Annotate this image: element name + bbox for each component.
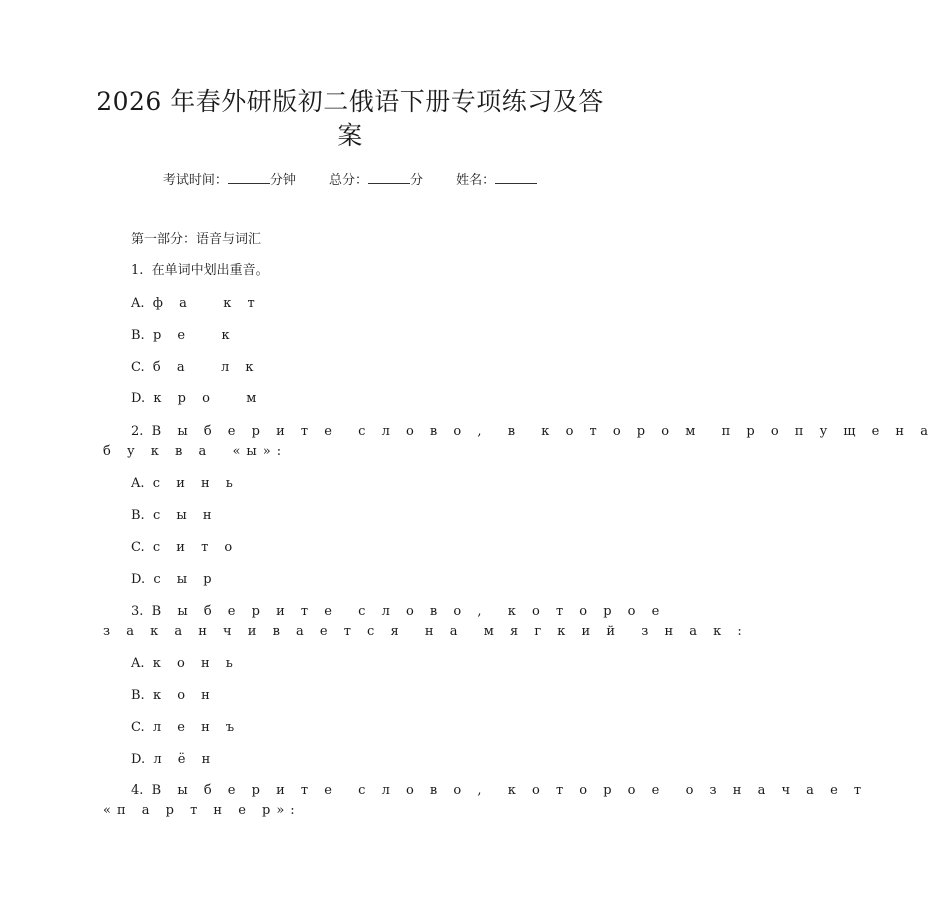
option-text: л ё н <box>153 752 217 767</box>
title-line-1: 2026 年春外研版初二俄语下册专项练习及答 <box>96 87 604 116</box>
option-text: к о н ь <box>152 656 239 671</box>
option-text: с ы р <box>153 572 218 587</box>
time-blank <box>228 171 270 184</box>
exam-info <box>0 169 700 188</box>
option-text: с и т о <box>152 540 239 555</box>
option-letter: D. <box>131 391 146 406</box>
question-text: 在单词中划出重音。 <box>151 263 269 278</box>
option-2b <box>131 508 218 524</box>
option-1a <box>131 296 261 312</box>
score-label: 总分： <box>328 173 368 188</box>
option-3c <box>131 720 240 736</box>
question-text: В ы б е р и т е с л о в о , к о т о р о е <box>151 604 666 619</box>
question-number: 4. <box>131 783 144 798</box>
option-1c <box>131 360 260 376</box>
option-text: с и н ь <box>152 476 239 491</box>
time-label: 考试时间： <box>162 173 228 188</box>
option-text: с ы н <box>152 508 218 523</box>
option-text: к о н <box>152 688 216 703</box>
option-letter: B. <box>131 328 145 343</box>
option-3a <box>131 656 239 672</box>
name-blank <box>495 171 537 184</box>
section-title: 第一部分：语音与词汇 <box>131 232 262 247</box>
question-2-cont: б у к в а «ы»: <box>103 444 288 459</box>
question-number: 3. <box>131 604 144 619</box>
question-number: 1. <box>131 263 144 278</box>
option-letter: C. <box>131 360 145 375</box>
option-3d <box>131 752 216 768</box>
option-text: б а л к <box>152 360 260 375</box>
option-2c <box>131 540 238 556</box>
option-letter: B. <box>131 688 145 703</box>
option-letter: C. <box>131 540 145 555</box>
name-label: 姓名： <box>456 173 496 188</box>
option-2d <box>131 572 218 588</box>
question-4-cont: «п а р т н е р»: <box>103 803 301 818</box>
option-letter: B. <box>131 508 145 523</box>
option-text: р е к <box>152 328 236 343</box>
question-2 <box>131 424 934 440</box>
score-unit: 分 <box>410 173 424 188</box>
score-blank <box>368 171 410 184</box>
question-3 <box>131 604 665 620</box>
time-unit: 分钟 <box>269 173 296 188</box>
option-letter: A. <box>131 476 145 491</box>
question-text: В ы б е р и т е с л о в о , к о т о р о е о з н а ч а е т <box>151 783 868 798</box>
option-letter: D. <box>131 752 146 767</box>
option-letter: C. <box>131 720 145 735</box>
option-text: ф а к т <box>152 296 261 311</box>
option-text: к р о м <box>153 391 263 406</box>
option-letter: D. <box>131 572 146 587</box>
question-3-cont: з а к а н ч и в а е т с я н а м я г к и й з н а к : <box>103 624 748 639</box>
document-title <box>90 85 610 153</box>
question-number: 2. <box>131 424 144 439</box>
question-4 <box>131 783 867 799</box>
question-text: В ы б е р и т е с л о в о , в к о т о р о м п р о п у щ е н а <box>151 424 934 439</box>
option-1d <box>131 391 262 407</box>
option-1b <box>131 328 236 344</box>
option-text: л е н ъ <box>152 720 241 735</box>
option-3b <box>131 688 216 704</box>
option-letter: A. <box>131 656 145 671</box>
title-line-2: 案 <box>337 121 363 150</box>
option-2a <box>131 476 239 492</box>
question-1 <box>131 263 269 279</box>
option-letter: A. <box>131 296 145 311</box>
